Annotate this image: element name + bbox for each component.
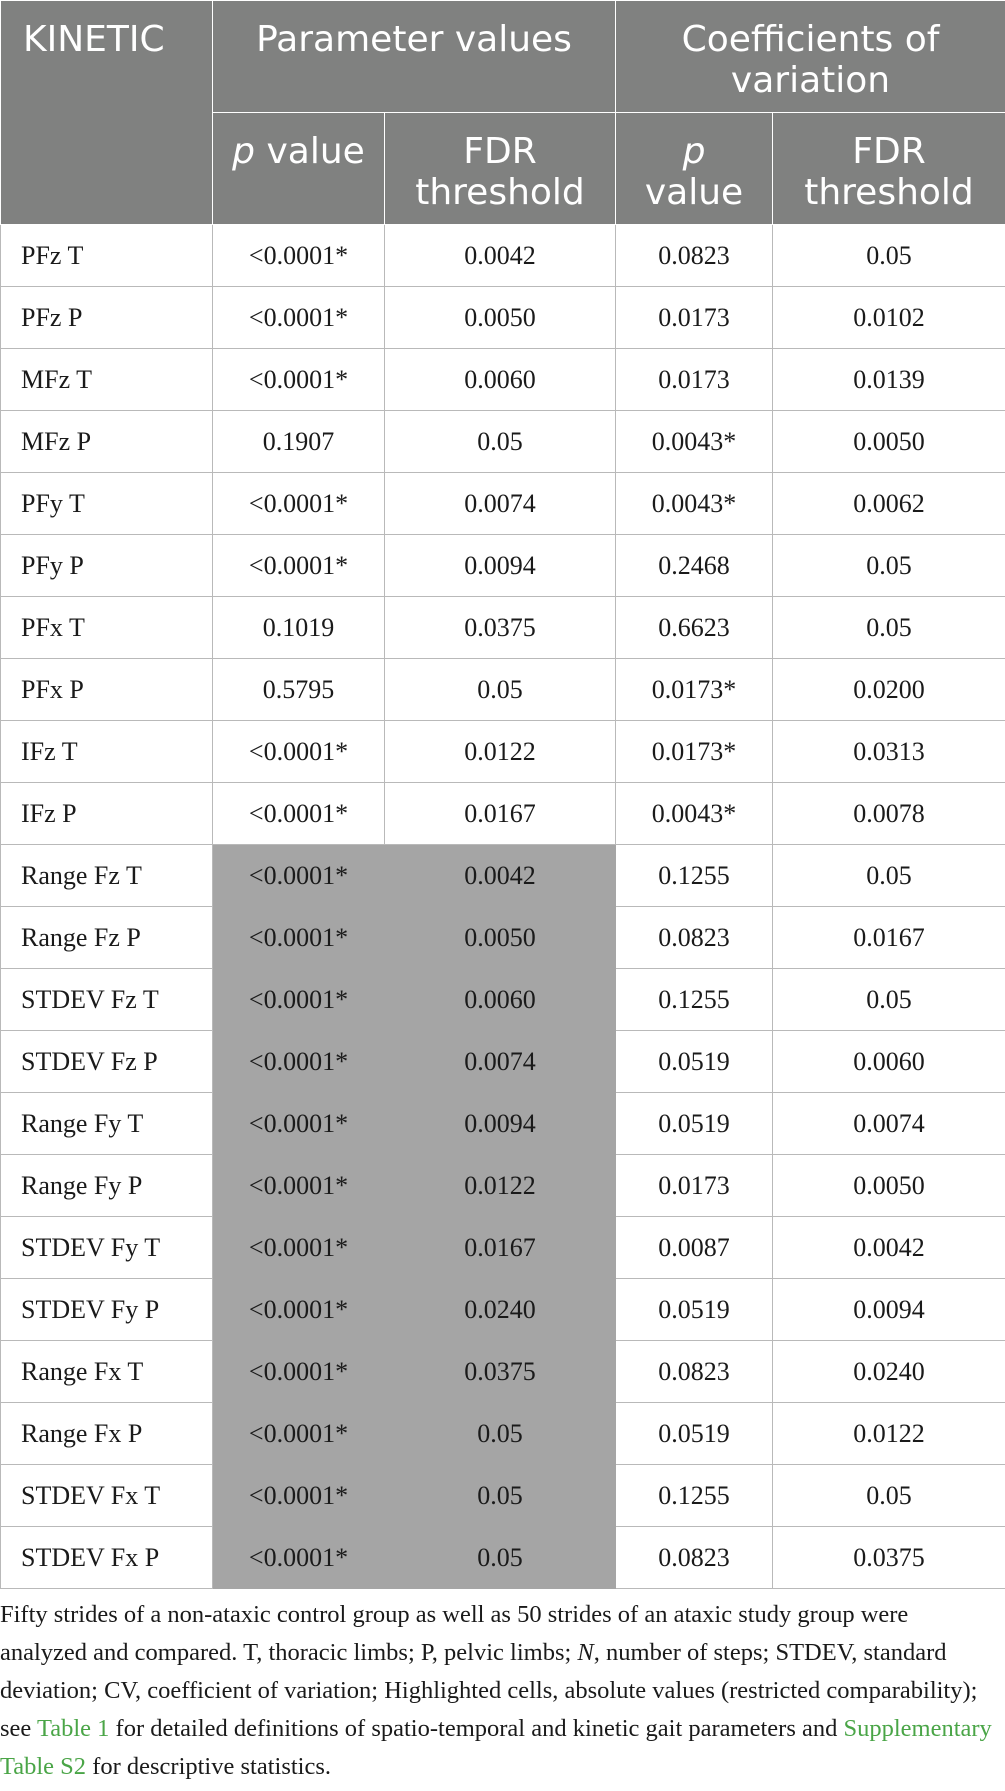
cv-p-value-cell: 0.6623 <box>616 597 773 659</box>
table-row <box>1 783 1005 845</box>
header-kinetic: KINETIC <box>1 1 213 225</box>
table-row <box>1 1403 1005 1465</box>
cv-fdr-threshold-cell: 0.0050 <box>773 1155 1005 1217</box>
pv-p-value-cell: <0.0001* <box>213 1279 385 1341</box>
row-label-cell: PFz T <box>1 225 213 287</box>
row-label-cell: STDEV Fx P <box>1 1527 213 1589</box>
row-label-cell: PFz P <box>1 287 213 349</box>
cv-p-value-cell: 0.0519 <box>616 1403 773 1465</box>
pv-p-value-cell: <0.0001* <box>213 1217 385 1279</box>
table-row <box>1 1341 1005 1403</box>
row-label-cell: PFx P <box>1 659 213 721</box>
table-row <box>1 597 1005 659</box>
cv-p-value-cell: 0.0043* <box>616 411 773 473</box>
cv-fdr-threshold-cell: 0.0139 <box>773 349 1005 411</box>
cv-fdr-threshold-cell: 0.0122 <box>773 1403 1005 1465</box>
pv-p-value-cell: <0.0001* <box>213 1527 385 1589</box>
pv-fdr-threshold-cell: 0.05 <box>385 659 616 721</box>
cv-fdr-threshold-cell: 0.0313 <box>773 721 1005 783</box>
pv-p-value-cell: <0.0001* <box>213 969 385 1031</box>
table-row <box>1 1031 1005 1093</box>
row-label-cell: IFz T <box>1 721 213 783</box>
table-row <box>1 1155 1005 1217</box>
cv-p-value-cell: 0.1255 <box>616 1465 773 1527</box>
table-row <box>1 349 1005 411</box>
row-label-cell: PFy P <box>1 535 213 597</box>
header-pv-fdr-threshold: FDR threshold <box>385 113 616 225</box>
pv-fdr-threshold-cell: 0.0375 <box>385 597 616 659</box>
cv-fdr-threshold-cell: 0.0078 <box>773 783 1005 845</box>
row-label-cell: STDEV Fx T <box>1 1465 213 1527</box>
pv-fdr-threshold-cell: 0.05 <box>385 411 616 473</box>
cv-p-value-cell: 0.0087 <box>616 1217 773 1279</box>
cv-p-value-cell: 0.1255 <box>616 845 773 907</box>
pv-p-value-cell: <0.0001* <box>213 721 385 783</box>
pv-p-value-cell: <0.0001* <box>213 783 385 845</box>
pv-p-value-cell: <0.0001* <box>213 1093 385 1155</box>
cv-fdr-threshold-cell: 0.05 <box>773 845 1005 907</box>
pv-fdr-threshold-cell: 0.0050 <box>385 287 616 349</box>
cv-p-value-cell: 0.0519 <box>616 1093 773 1155</box>
cv-fdr-threshold-cell: 0.05 <box>773 597 1005 659</box>
table-row <box>1 225 1005 287</box>
pv-p-value-cell: <0.0001* <box>213 1403 385 1465</box>
pv-p-value-cell: <0.0001* <box>213 907 385 969</box>
pv-p-value-cell: 0.1907 <box>213 411 385 473</box>
table-row <box>1 1093 1005 1155</box>
cv-p-value-cell: 0.0519 <box>616 1279 773 1341</box>
pv-p-value-cell: <0.0001* <box>213 1031 385 1093</box>
pv-fdr-threshold-cell: 0.0074 <box>385 473 616 535</box>
table-row <box>1 969 1005 1031</box>
row-label-cell: PFx T <box>1 597 213 659</box>
row-label-cell: STDEV Fz T <box>1 969 213 1031</box>
pv-p-value-cell: 0.5795 <box>213 659 385 721</box>
table-row <box>1 907 1005 969</box>
cv-p-value-cell: 0.0173 <box>616 1155 773 1217</box>
cv-p-value-cell: 0.1255 <box>616 969 773 1031</box>
header-cv-fdr-threshold: FDR threshold <box>773 113 1005 225</box>
cv-p-value-cell: 0.2468 <box>616 535 773 597</box>
row-label-cell: Range Fz T <box>1 845 213 907</box>
pv-fdr-threshold-cell: 0.0240 <box>385 1279 616 1341</box>
cv-fdr-threshold-cell: 0.0050 <box>773 411 1005 473</box>
table-row <box>1 473 1005 535</box>
row-label-cell: MFz T <box>1 349 213 411</box>
row-label-cell: IFz P <box>1 783 213 845</box>
cv-fdr-threshold-cell: 0.05 <box>773 1465 1005 1527</box>
row-label-cell: STDEV Fz P <box>1 1031 213 1093</box>
cv-p-value-cell: 0.0173 <box>616 287 773 349</box>
pv-fdr-threshold-cell: 0.05 <box>385 1465 616 1527</box>
cv-fdr-threshold-cell: 0.0375 <box>773 1527 1005 1589</box>
pv-fdr-threshold-cell: 0.0060 <box>385 349 616 411</box>
cv-p-value-cell: 0.0519 <box>616 1031 773 1093</box>
cv-p-value-cell: 0.0043* <box>616 783 773 845</box>
pv-fdr-threshold-cell: 0.0050 <box>385 907 616 969</box>
cv-fdr-threshold-cell: 0.05 <box>773 969 1005 1031</box>
pv-fdr-threshold-cell: 0.0042 <box>385 225 616 287</box>
pv-fdr-threshold-cell: 0.05 <box>385 1403 616 1465</box>
header-parameter-values: Parameter values <box>213 1 616 113</box>
row-label-cell: MFz P <box>1 411 213 473</box>
header-coefficients-of-variation: Coefficients of variation <box>616 1 1005 113</box>
pv-p-value-cell: <0.0001* <box>213 287 385 349</box>
row-label-cell: Range Fx T <box>1 1341 213 1403</box>
row-label-cell: Range Fz P <box>1 907 213 969</box>
pv-fdr-threshold-cell: 0.0375 <box>385 1341 616 1403</box>
row-label-cell: Range Fy P <box>1 1155 213 1217</box>
cv-p-value-cell: 0.0823 <box>616 1341 773 1403</box>
pv-p-value-cell: <0.0001* <box>213 225 385 287</box>
pv-fdr-threshold-cell: 0.0167 <box>385 783 616 845</box>
cv-fdr-threshold-cell: 0.05 <box>773 225 1005 287</box>
pv-p-value-cell: <0.0001* <box>213 1155 385 1217</box>
cv-p-value-cell: 0.0823 <box>616 225 773 287</box>
table-row <box>1 535 1005 597</box>
cv-p-value-cell: 0.0043* <box>616 473 773 535</box>
table-caption: Fifty strides of a non-ataxic control group as well as 50 strides of an ataxic study group were analyzed and compared. T, thoracic limbs; P, pelvic limbs; N, number of steps; STDEV, standard deviation; CV, coefficient of variation; Highlighted cells, absolute values (restricted comparability); see Table 1 for detailed definitions of spatio-temporal and kinetic gait parameters and Supplementary Table S2 for descriptive statistics. <box>0 1601 992 1780</box>
table-row <box>1 659 1005 721</box>
cv-p-value-cell: 0.0173* <box>616 721 773 783</box>
pv-fdr-threshold-cell: 0.0094 <box>385 1093 616 1155</box>
table-1-link[interactable]: Table 1 <box>36 1715 110 1742</box>
table-row <box>1 1279 1005 1341</box>
pv-p-value-cell: <0.0001* <box>213 349 385 411</box>
pv-p-value-cell: 0.1019 <box>213 597 385 659</box>
row-label-cell: PFy T <box>1 473 213 535</box>
row-label-cell: Range Fy T <box>1 1093 213 1155</box>
pv-fdr-threshold-cell: 0.0060 <box>385 969 616 1031</box>
row-label-cell: STDEV Fy P <box>1 1279 213 1341</box>
pv-fdr-threshold-cell: 0.05 <box>385 1527 616 1589</box>
table-body <box>1 225 1005 1589</box>
cv-fdr-threshold-cell: 0.0074 <box>773 1093 1005 1155</box>
pv-fdr-threshold-cell: 0.0167 <box>385 1217 616 1279</box>
row-label-cell: STDEV Fy T <box>1 1217 213 1279</box>
pv-fdr-threshold-cell: 0.0122 <box>385 1155 616 1217</box>
table-row <box>1 1465 1005 1527</box>
row-label-cell: Range Fx P <box>1 1403 213 1465</box>
pv-p-value-cell: <0.0001* <box>213 1465 385 1527</box>
table-row <box>1 1217 1005 1279</box>
table-row <box>1 411 1005 473</box>
header-pv-p-value: p value <box>213 113 385 225</box>
pv-p-value-cell: <0.0001* <box>213 473 385 535</box>
cv-p-value-cell: 0.0173* <box>616 659 773 721</box>
cv-fdr-threshold-cell: 0.0102 <box>773 287 1005 349</box>
cv-fdr-threshold-cell: 0.0200 <box>773 659 1005 721</box>
cv-p-value-cell: 0.0823 <box>616 1527 773 1589</box>
supplementary-table-s2-link[interactable]: Supplementary Table S2 <box>0 1715 992 1780</box>
cv-fdr-threshold-cell: 0.0062 <box>773 473 1005 535</box>
cv-p-value-cell: 0.0173 <box>616 349 773 411</box>
cv-fdr-threshold-cell: 0.0060 <box>773 1031 1005 1093</box>
table-row <box>1 287 1005 349</box>
table-row <box>1 1527 1005 1589</box>
table-header <box>1 1 1005 225</box>
cv-fdr-threshold-cell: 0.0042 <box>773 1217 1005 1279</box>
pv-fdr-threshold-cell: 0.0074 <box>385 1031 616 1093</box>
table-row <box>1 721 1005 783</box>
cv-fdr-threshold-cell: 0.0094 <box>773 1279 1005 1341</box>
pv-fdr-threshold-cell: 0.0122 <box>385 721 616 783</box>
header-cv-p-value: p value <box>616 113 773 225</box>
cv-fdr-threshold-cell: 0.05 <box>773 535 1005 597</box>
pv-fdr-threshold-cell: 0.0094 <box>385 535 616 597</box>
table-row <box>1 845 1005 907</box>
cv-p-value-cell: 0.0823 <box>616 907 773 969</box>
cv-fdr-threshold-cell: 0.0240 <box>773 1341 1005 1403</box>
pv-p-value-cell: <0.0001* <box>213 535 385 597</box>
cv-fdr-threshold-cell: 0.0167 <box>773 907 1005 969</box>
pv-p-value-cell: <0.0001* <box>213 845 385 907</box>
pv-p-value-cell: <0.0001* <box>213 1341 385 1403</box>
pv-fdr-threshold-cell: 0.0042 <box>385 845 616 907</box>
